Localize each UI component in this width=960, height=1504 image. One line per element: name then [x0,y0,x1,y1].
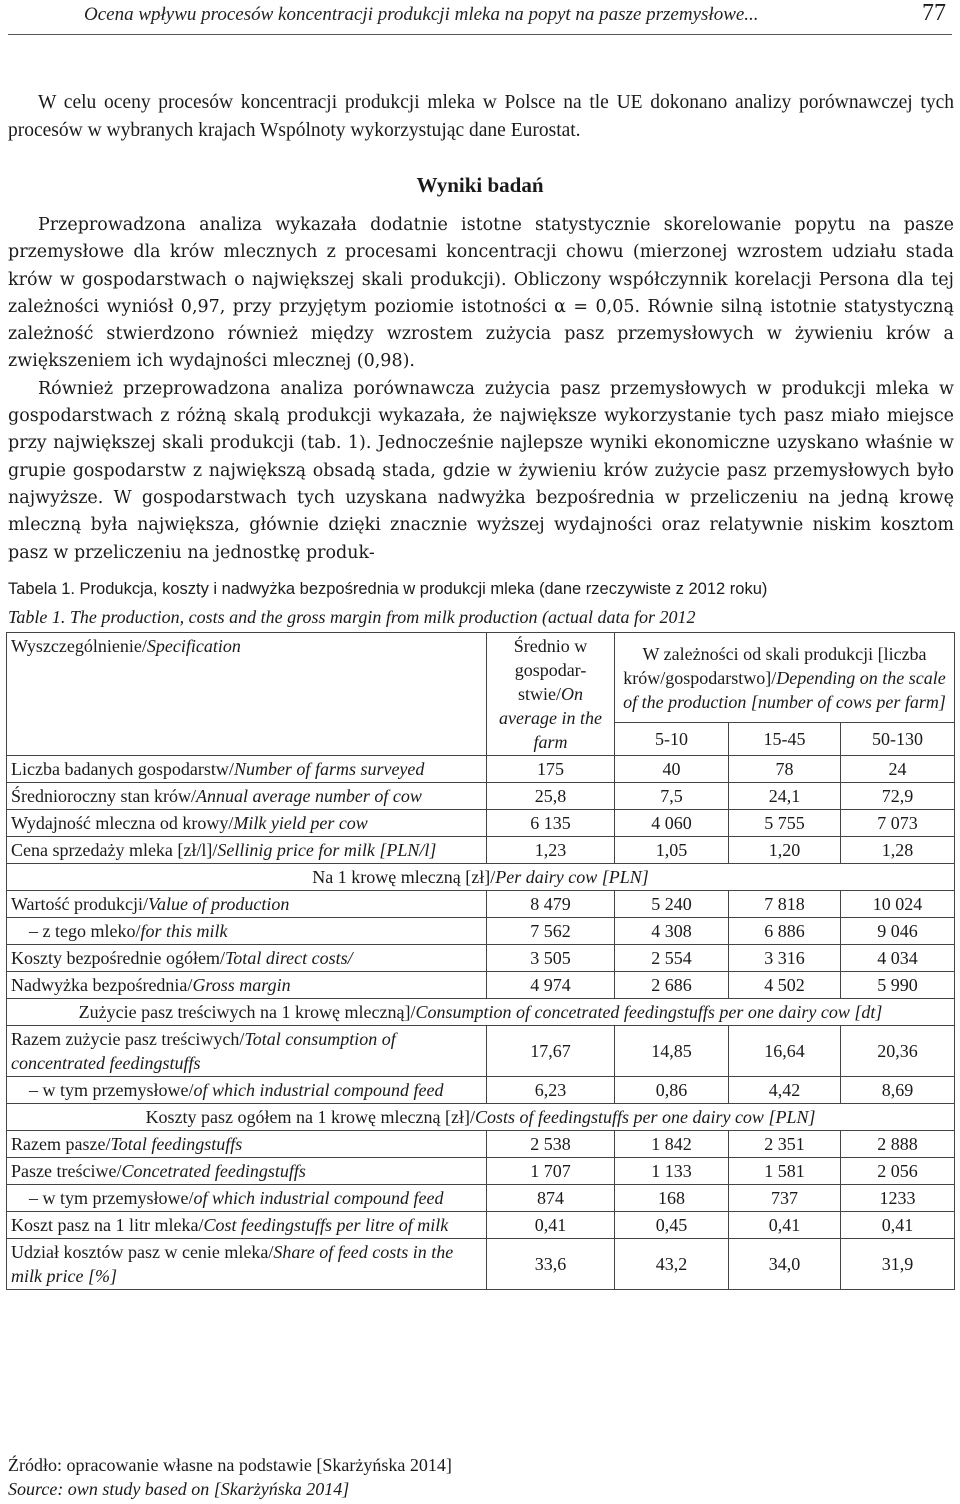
table-row [7,810,955,837]
cell-value: 9 046 [841,918,955,945]
cell-value: 4 060 [615,810,729,837]
cell-value: 0,41 [729,1212,841,1239]
cell-value: 0,41 [487,1212,615,1239]
cell-value: 43,2 [615,1239,729,1290]
cell-value: 5 990 [841,972,955,999]
cell-value: 14,85 [615,1026,729,1077]
page-number: 77 [922,0,946,26]
cell-value: 24,1 [729,783,841,810]
table-row [7,972,955,999]
section-label: Zużycie pasz treściwych na 1 krowę mleczną]/Consumption of concetrated feedingstuffs per one dairy cow [dt] [7,999,955,1026]
cell-value: 24 [841,756,955,783]
cell-value: 16,64 [729,1026,841,1077]
cell-value: 1 133 [615,1158,729,1185]
table-row [7,783,955,810]
cell-value: 2 686 [615,972,729,999]
cell-value: 4 034 [841,945,955,972]
table-header-row [7,633,955,723]
cell-value: 2 351 [729,1131,841,1158]
cell-value: 168 [615,1185,729,1212]
cell-value: 2 888 [841,1131,955,1158]
cell-value: 2 056 [841,1158,955,1185]
results-paragraph: Również przeprowadzona analiza porównawcza zużycia pasz przemysłowych w produkcji mleka w gospodarstwach z różną skalą produkcji wykazała, że największe wykorzystanie tych pasz miało miejsce przy największej skali produkcji (tab. 1). Jednocześnie najlepsze wyniki ekonomiczne uzyskano właśnie w grupie gospodarstw z największą obsadą stada, gdzie w żywieniu krów zużycie pasz przemysłowych było najwyższe. W gospodarstwach tych uzyskana nadwyżka bezpośrednia w przeliczeniu na jedną krowę mleczną była największa, głównie dzięki znacznie wyższej wydajności oraz relatywnie niskim kosztom pasz w przeliczeniu na jednostkę produk- [8,378,954,563]
section-label: Koszty pasz ogółem na 1 krowę mleczną [zł]/Costs of feedingstuffs per one dairy cow [PLN] [7,1104,955,1131]
cell-value: 20,36 [841,1026,955,1077]
table-row [7,756,955,783]
cell-value: 2 554 [615,945,729,972]
cell-value: 175 [487,756,615,783]
cell-value: 874 [487,1185,615,1212]
table-row [7,837,955,864]
cell-value: 4 308 [615,918,729,945]
table-row [7,1212,955,1239]
source-note-pl: Źródło: opracowanie własne na podstawie [Skarżyńska 2014] [8,1455,452,1475]
cell-value: 7 818 [729,891,841,918]
cell-value: 1,28 [841,837,955,864]
cell-value: 1,23 [487,837,615,864]
cell-value: 4 502 [729,972,841,999]
section-row [7,999,955,1026]
cell-value: 78 [729,756,841,783]
row-label: Koszty bezpośrednie ogółem/Total direct costs/ [7,945,487,972]
row-label: Średnioroczny stan krów/Annual average number of cow [7,783,487,810]
section-heading: Wyniki badań [416,173,544,197]
table-row [7,1185,955,1212]
scale-group: 15-45 [729,723,841,756]
cell-value: 17,67 [487,1026,615,1077]
results-text [8,212,954,567]
table-row [7,891,955,918]
cell-value: 2 538 [487,1131,615,1158]
cell-value: 4 974 [487,972,615,999]
table-row [7,1026,955,1077]
cell-value: 4,42 [729,1077,841,1104]
row-label: Razem zużycie pasz treściwych/Total consumption of concentrated feedingstuffs [7,1026,487,1077]
cell-value: 34,0 [729,1239,841,1290]
scale-group: 50-130 [841,723,955,756]
section-label: Na 1 krowę mleczną [zł]/Per dairy cow [PLN] [7,864,955,891]
cell-value: 6 886 [729,918,841,945]
cell-value: 8 479 [487,891,615,918]
cell-value: 7 073 [841,810,955,837]
cell-value: 8,69 [841,1077,955,1104]
results-paragraph: Przeprowadzona analiza wykazała dodatnie istotne statystycznie skorelowanie popytu na pasze przemysłowe dla krów mlecznych z procesami koncentracji chowu (mierzonej wzrostem udziału stada krów w gospodarstwach o największej skali produkcji). Obliczony współczynnik korelacji Persona dla tej zależności wyniósł 0,97, przy przyjętym poziomie istotności α = 0,05. Równie silną istotnie statystyczną zależność stwierdzono również między wzrostem zużycia pasz przemysłowych w żywieniu krów a zwiększeniem ich wydajności mlecznej (0,98). [8,215,954,372]
cell-value: 6,23 [487,1077,615,1104]
running-title: Ocena wpływu procesów koncentracji produkcji mleka na popyt na pasze przemysłowe... [84,4,759,25]
table-caption-en: Table 1. The production, costs and the gross margin from milk production (actual data for 2012 [8,607,696,627]
row-label: – w tym przemysłowe/of which industrial compound feed [7,1185,487,1212]
scale-group: 5-10 [615,723,729,756]
cell-value: 1233 [841,1185,955,1212]
row-label: Pasze treściwe/Concetrated feedingstuffs [7,1158,487,1185]
cell-value: 31,9 [841,1239,955,1290]
cell-value: 33,6 [487,1239,615,1290]
cell-value: 6 135 [487,810,615,837]
header-spec: Wyszczególnienie/Specification [7,633,487,756]
cell-value: 1 707 [487,1158,615,1185]
cell-value: 0,41 [841,1212,955,1239]
row-label: Udział kosztów pasz w cenie mleka/Share of feed costs in the milk price [%] [7,1239,487,1290]
cell-value: 1,20 [729,837,841,864]
cell-value: 7 562 [487,918,615,945]
table-row [7,945,955,972]
cell-value: 40 [615,756,729,783]
row-label: Nadwyżka bezpośrednia/Gross margin [7,972,487,999]
section-row [7,1104,955,1131]
row-label: Koszt pasz na 1 litr mleka/Cost feedingstuffs per litre of milk [7,1212,487,1239]
cell-value: 3 316 [729,945,841,972]
table-row [7,918,955,945]
table-caption-pl: Tabela 1. Produkcja, koszty i nadwyżka bezpośrednia w produkcji mleka (dane rzeczywiste z 2012 roku) [8,580,768,598]
cell-value: 5 240 [615,891,729,918]
cell-value: 25,8 [487,783,615,810]
row-label: Liczba badanych gospodarstw/Number of farms surveyed [7,756,487,783]
row-label: Razem pasze/Total feedingstuffs [7,1131,487,1158]
page-header [8,0,952,35]
cell-value: 737 [729,1185,841,1212]
row-label: Cena sprzedaży mleka [zł/l]/Sellinig price for milk [PLN/l] [7,837,487,864]
header-average: Średnio w gospodar-stwie/On average in the farm [487,633,615,756]
cell-value: 0,45 [615,1212,729,1239]
row-label: – z tego mleko/for this milk [7,918,487,945]
section-row [7,864,955,891]
row-label: Wartość produkcji/Value of production [7,891,487,918]
cell-value: 1 581 [729,1158,841,1185]
cell-value: 1,05 [615,837,729,864]
intro-paragraph: W celu oceny procesów koncentracji produkcji mleka w Polsce na tle UE dokonano analizy porównawczej tych procesów w wybranych krajach Wspólnoty wykorzystując dane Eurostat. [8,92,954,142]
table-row [7,1131,955,1158]
row-label: – w tym przemysłowe/of which industrial compound feed [7,1077,487,1104]
cell-value: 7,5 [615,783,729,810]
table-row [7,1158,955,1185]
header-scale: W zależności od skali produkcji [liczba krów/gospodarstwo]/Depending on the scale of the production [number of cows per farm] [615,633,955,723]
cell-value: 72,9 [841,783,955,810]
source-note-en: Source: own study based on [Skarżyńska 2014] [8,1479,350,1499]
cell-value: 0,86 [615,1077,729,1104]
table-row [7,1077,955,1104]
data-table [6,632,955,1290]
table-row [7,1239,955,1290]
cell-value: 10 024 [841,891,955,918]
cell-value: 3 505 [487,945,615,972]
cell-value: 5 755 [729,810,841,837]
cell-value: 1 842 [615,1131,729,1158]
row-label: Wydajność mleczna od krowy/Milk yield per cow [7,810,487,837]
